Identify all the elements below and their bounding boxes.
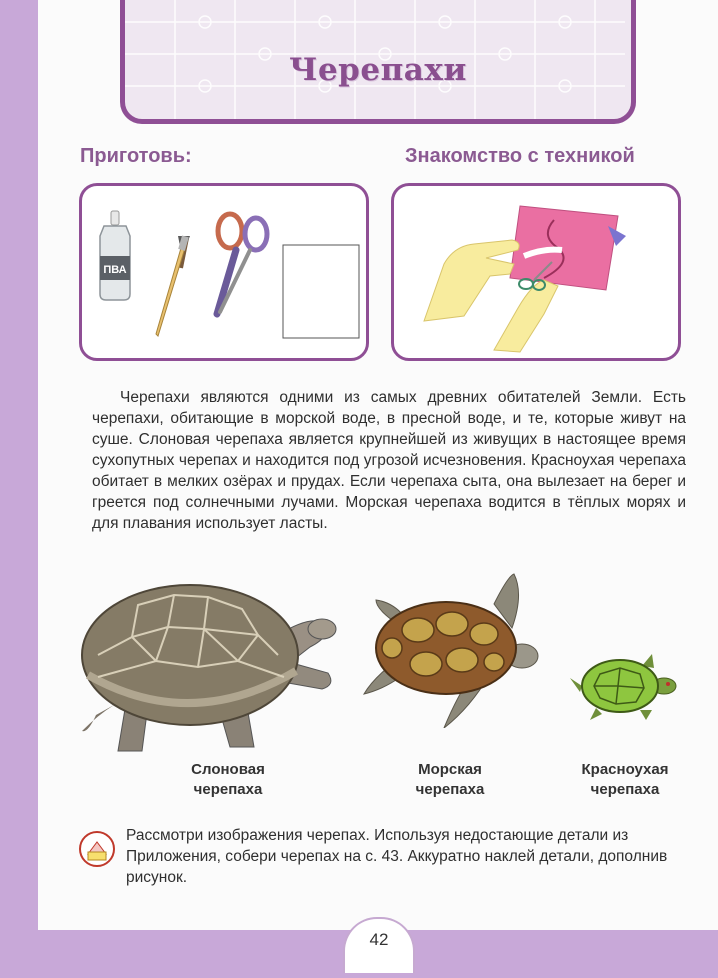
glue-task-icon [78,830,116,868]
paper-sheet [283,245,359,338]
red-eared-slider-image [570,652,678,722]
caption-red-eared-slider: Красноухая черепаха [581,761,669,798]
left-decorative-band [0,0,38,978]
caption-elephant-tortoise: Слоновая черепаха [191,761,265,798]
instruction-text: Рассмотри изображения черепах. Используя недостающие детали из Приложения, собери черепах на с. 43. Аккуратно наклей детали, дополнив рисунок. [126,827,668,886]
technique-illustration [394,186,678,358]
materials-illustration [82,186,366,358]
elephant-tortoise-image [78,565,348,760]
scissors-icon [217,214,267,314]
page-number: 42 [369,930,389,949]
description-paragraph: Черепахи являются одними из самых древних обитателей Земли. Есть черепахи, обитающие в морской воде, в пресной воде, и те, которые живут на суше. Слоновая черепаха является крупнейшей из живущих в настоящее время сухопутных черепах и находится под угрозой исчезновения. Красноухая черепаха обитает в мелких озёрах и прудах. Если черепаха сыта, она вылезает на берег и греется под солнечными лучами. Морская черепаха водится в тёплых морях и для плавания использует ласты. [92,389,686,532]
technique-box [391,183,681,361]
description-text [92,387,686,534]
page-title: Черепахи [289,52,467,88]
caption-sea-turtle: Морская черепаха [415,761,485,798]
materials-box [79,183,369,361]
title-frame [120,0,636,124]
svg-text:ПВА: ПВА [103,264,127,276]
sea-turtle-image [362,568,546,728]
glue-bottle-icon [100,211,130,300]
prepare-heading: Приготовь: [80,145,192,167]
technique-heading: Знакомство с техникой [405,145,635,167]
brush-icon [156,235,190,336]
